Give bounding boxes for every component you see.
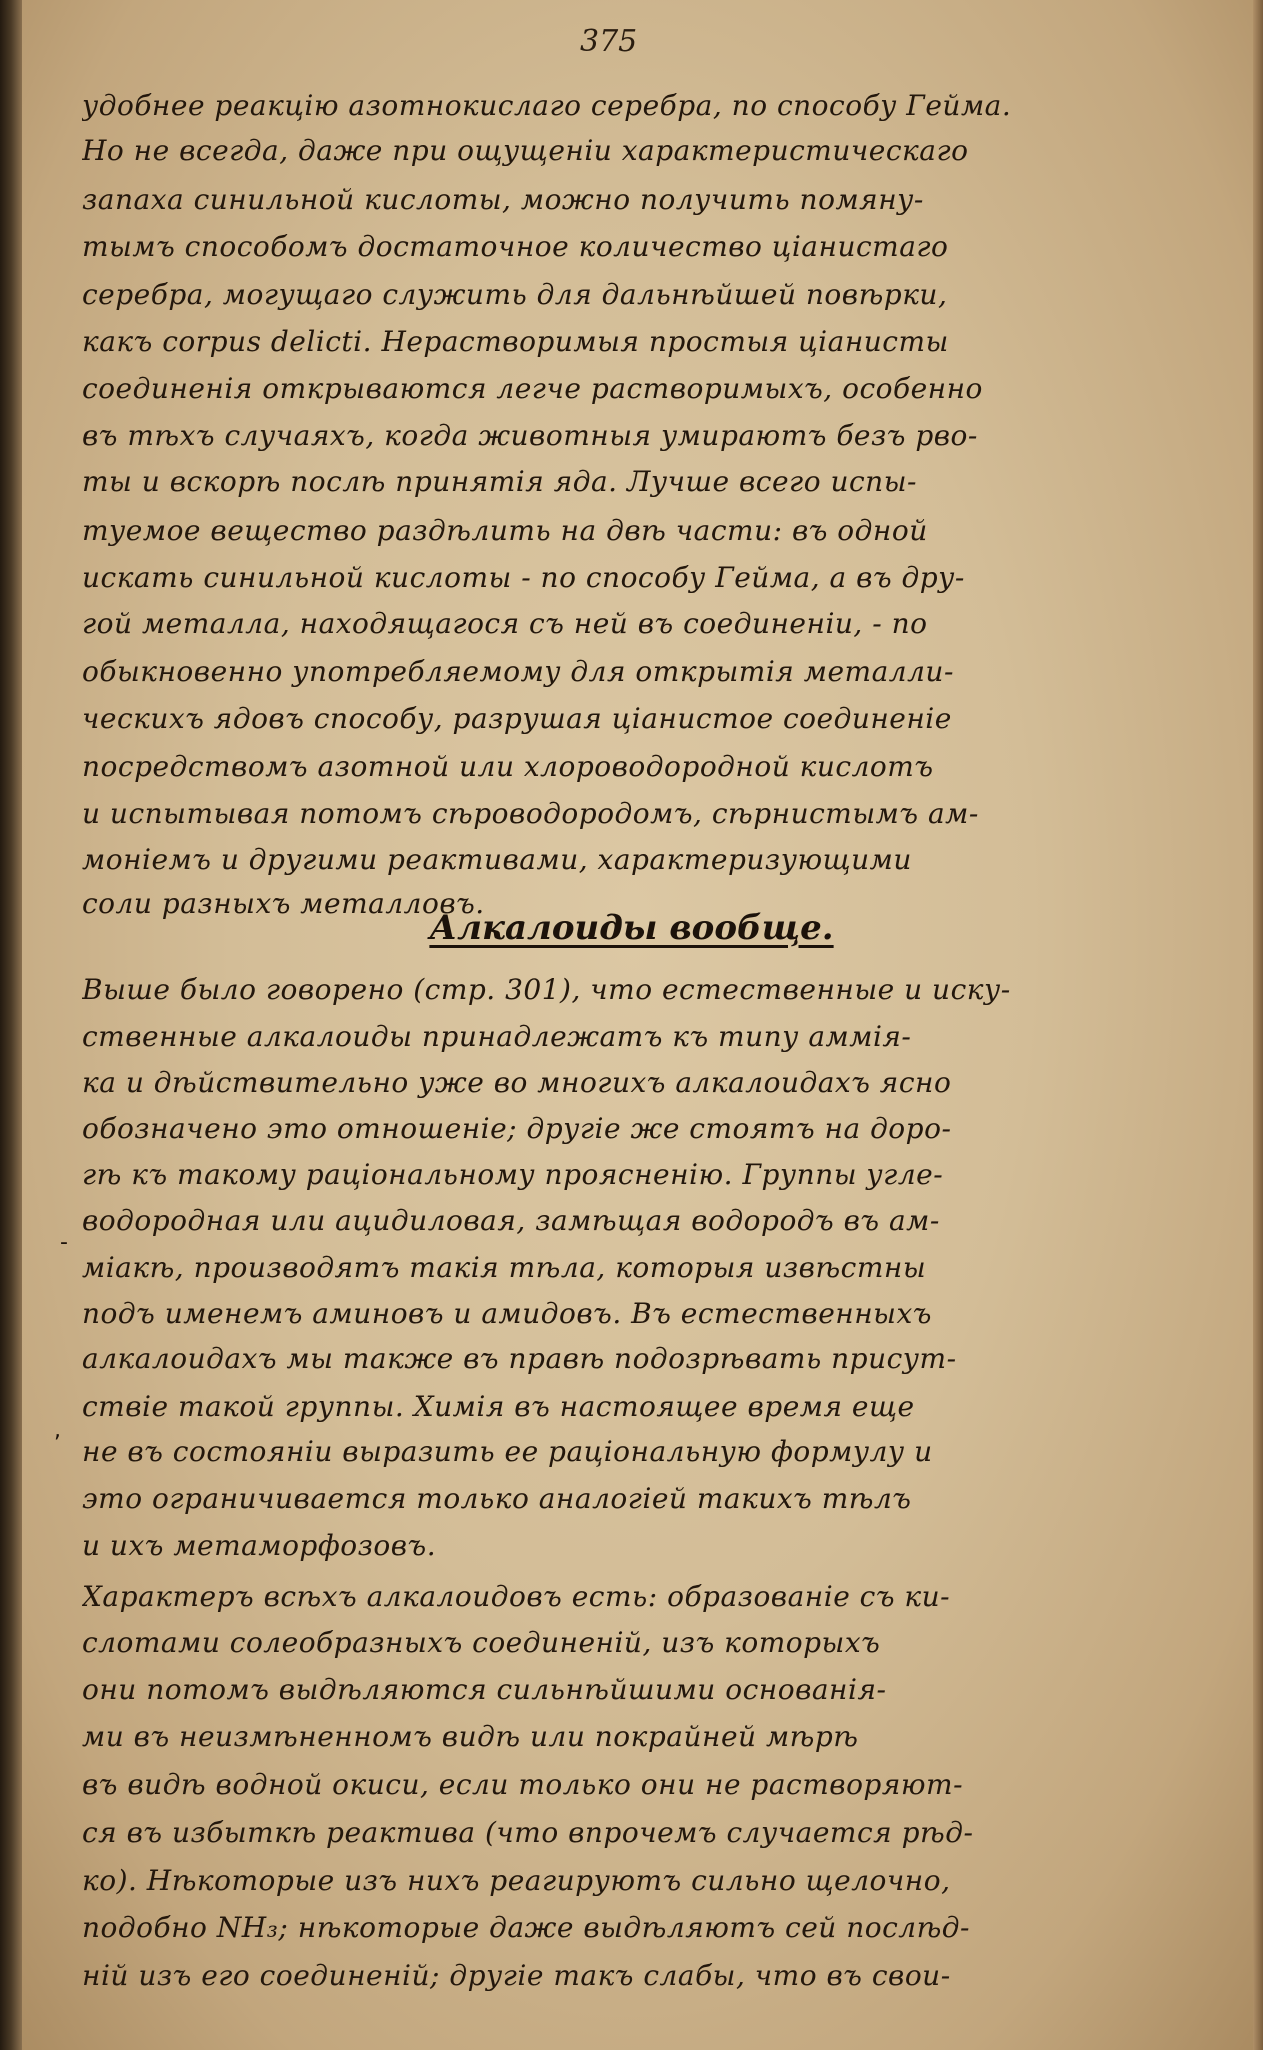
text-line: соли разныхъ металловъ. [82, 887, 485, 920]
text-line: ты и вскорѣ послѣ принятія яда. Лучше всего испы- [82, 465, 917, 498]
binding-shadow [0, 0, 22, 2050]
text-line: алкалоидахъ мы также въ правѣ подозрѣвать присут- [82, 1342, 957, 1375]
section-heading-text: Алкалоиды вообще. [429, 908, 834, 948]
text-line: и испытывая потомъ сѣроводородомъ, сѣрнистымъ ам- [82, 797, 979, 830]
text-line: моніемъ и другими реактивами, характеризующими [82, 843, 912, 876]
text-line: туемое вещество раздѣлить на двѣ части: въ одной [82, 514, 928, 547]
text-line: Но не всегда, даже при ощущеніи характеристическаго [82, 134, 969, 167]
text-line: подъ именемъ аминовъ и амидовъ. Въ естественныхъ [82, 1297, 932, 1330]
text-line: ми въ неизмѣненномъ видѣ или покрайней мѣрѣ [82, 1720, 859, 1753]
text-line: ся въ избыткѣ реактива (что впрочемъ случается рѣд- [82, 1816, 974, 1849]
text-line: какъ corpus delicti. Нерастворимыя простыя ціанисты [82, 325, 949, 358]
section-heading [0, 908, 1263, 948]
text-line: гѣ къ такому раціональному проясненію. Группы угле- [82, 1158, 944, 1191]
text-line: обозначено это отношеніе; другіе же стоятъ на доро- [82, 1112, 952, 1145]
text-line: въ видѣ водной окиси, если только они не растворяют- [82, 1768, 964, 1801]
text-line: посредствомъ азотной или хлороводородной кислотъ [82, 750, 934, 783]
text-line: обыкновенно употребляемому для открытія металли- [82, 655, 954, 688]
text-line: Выше было говорено (стр. 301), что естественные и иску- [82, 973, 1011, 1006]
text-line: ственные алкалоиды принадлежатъ къ типу аммія- [82, 1020, 912, 1053]
text-line: ко). Нѣкоторые изъ нихъ реагируютъ сильно щелочно, [82, 1864, 951, 1897]
text-line: міакѣ, производятъ такія тѣла, которыя извѣстны [82, 1251, 927, 1284]
text-line: тымъ способомъ достаточное количество ціанистаго [82, 230, 949, 263]
text-line: запаха синильной кислоты, можно получить помяну- [82, 183, 924, 216]
text-line: гой металла, находящагося съ ней въ соединеніи, - по [82, 607, 928, 640]
margin-mark: , [54, 1418, 61, 1443]
margin-mark: ‑ [60, 1230, 68, 1255]
text-line: искать синильной кислоты - по способу Гейма, а въ дру- [82, 561, 965, 594]
text-line: подобно NH₃; нѣкоторые даже выдѣляютъ сей послѣд- [82, 1911, 971, 1944]
text-line: не въ состояніи выразить ее раціональную формулу и [82, 1435, 933, 1468]
text-line: Характеръ всѣхъ алкалоидовъ есть: образованіе съ ки- [82, 1580, 951, 1613]
page-edge [1253, 0, 1263, 2050]
text-line: ній изъ его соединеній; другіе такъ слабы, что въ свои- [82, 1959, 951, 1992]
text-line: ствіе такой группы. Химія въ настоящее время еще [82, 1390, 915, 1423]
text-line: соединенія открываются легче растворимыхъ, особенно [82, 372, 983, 405]
text-line: ческихъ ядовъ способу, разрушая ціанистое соединеніе [82, 702, 952, 735]
text-line: въ тѣхъ случаяхъ, когда животныя умираютъ безъ рво- [82, 419, 978, 452]
text-line: это ограничивается только аналогіей такихъ тѣлъ [82, 1482, 912, 1515]
text-line: они потомъ выдѣляются сильнѣйшими основанія- [82, 1673, 887, 1706]
page-number: 375 [580, 24, 638, 59]
text-line: и ихъ метаморфозовъ. [82, 1529, 437, 1562]
text-line: удобнее реакцію азотнокислаго серебра, по способу Гейма. [82, 89, 1012, 122]
text-line: серебра, могущаго служить для дальнѣйшей повѣрки, [82, 278, 948, 311]
text-line: водородная или ацидиловая, замѣщая водородъ въ ам- [82, 1204, 940, 1237]
text-line: ка и дѣйствительно уже во многихъ алкалоидахъ ясно [82, 1066, 952, 1099]
text-line: слотами солеобразныхъ соединеній, изъ которыхъ [82, 1626, 881, 1659]
